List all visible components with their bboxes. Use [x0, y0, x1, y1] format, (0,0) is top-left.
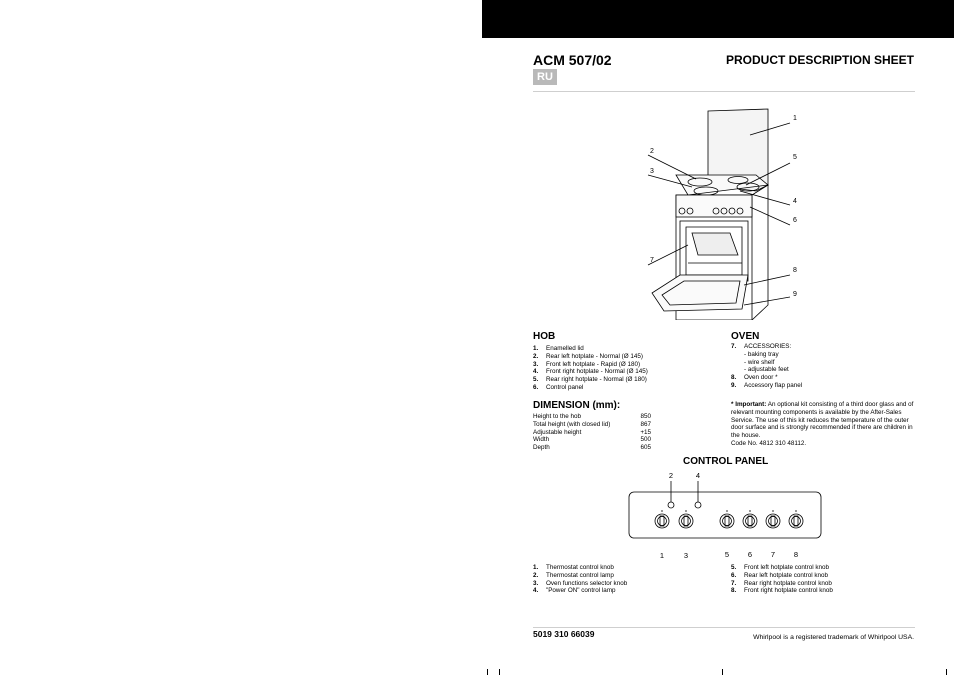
dimension-row: Total height (with closed lid) 867	[533, 420, 651, 428]
knob-label-3: 3	[683, 551, 689, 560]
control-panel-diagram	[620, 468, 830, 564]
hob-heading: HOB	[533, 331, 556, 342]
control-legend-right	[731, 564, 833, 595]
kit-code: Code No. 4812 310 48112.	[731, 439, 807, 447]
crop-mark	[487, 669, 488, 675]
list-item: 9. Accessory flap panel	[731, 381, 803, 389]
knob-label-7: 7	[770, 550, 776, 559]
oven-heading: OVEN	[731, 331, 760, 342]
control-legend-left	[533, 564, 627, 595]
list-item: 1. Enamelled lid	[533, 345, 584, 352]
callout-8: 8	[793, 267, 797, 274]
control-panel-heading: CONTROL PANEL	[683, 456, 769, 467]
callout-3: 3	[650, 168, 654, 175]
list-item: 8. Front right hotplate control knob	[731, 587, 833, 595]
trademark-note: Whirlpool is a registered trademark of Whirlpool USA.	[753, 634, 914, 641]
oven-list	[731, 343, 802, 390]
header-bar	[482, 0, 954, 38]
language-badge: RU	[533, 69, 557, 85]
list-item: 3. Oven functions selector knob	[533, 579, 628, 587]
cooker-diagram	[640, 105, 810, 320]
list-item: 6. Rear left hotplate control knob	[731, 571, 829, 579]
crop-mark	[946, 669, 947, 675]
important-text: An optional kit consisting of a third door glass and of relevant mounting components is available by the After-Sales Service. The use of this kit reduces the temperature of the outer door surface and is strongly recommended if there are children in the house.	[731, 401, 914, 440]
callout-5: 5	[793, 154, 797, 161]
dimension-table	[533, 413, 651, 452]
callout-6: 6	[793, 217, 797, 224]
list-item: 2. Rear left hotplate - Normal (Ø 145)	[533, 352, 643, 360]
list-item: 7. ACCESSORIES:	[731, 343, 792, 350]
document-code: 5019 310 66039	[533, 629, 595, 639]
list-item: 4. "Power ON" control lamp	[533, 587, 616, 595]
knob-label-6: 6	[747, 550, 753, 559]
list-item: 4. Front right hotplate - Normal (Ø 145)	[533, 368, 648, 376]
sheet-title: PRODUCT DESCRIPTION SHEET	[725, 53, 914, 67]
important-label: * Important:	[731, 401, 767, 408]
dimension-row: Adjustable height +15	[533, 428, 651, 436]
callout-4: 4	[793, 198, 797, 205]
callout-2: 2	[650, 148, 654, 155]
list-item: 6. Control panel	[533, 383, 584, 391]
knob-label-5: 5	[724, 550, 730, 559]
list-item: 7. Rear right hotplate control knob	[731, 579, 832, 587]
list-item: - wire shelf	[744, 358, 775, 366]
list-item: 2. Thermostat control lamp	[533, 571, 614, 579]
knob-label-8: 8	[793, 550, 799, 559]
dimension-row: Depth 605	[533, 444, 651, 452]
hob-list	[533, 345, 648, 392]
crop-mark	[499, 669, 500, 675]
list-item: 1. Thermostat control knob	[533, 564, 614, 571]
list-item: 8. Oven door *	[731, 374, 778, 382]
lamp-label-2: 2	[668, 471, 674, 480]
dimension-row: Width 500	[533, 436, 651, 444]
list-item: - baking tray	[744, 350, 779, 358]
footer-divider	[533, 627, 915, 628]
lamp-label-4: 4	[695, 471, 701, 480]
dimension-row: Height to the hob 850	[533, 413, 651, 420]
important-note	[731, 401, 915, 448]
list-item: 5. Front left hotplate control knob	[731, 564, 830, 571]
callout-7: 7	[650, 257, 654, 264]
model-number: ACM 507/02	[533, 52, 612, 68]
knob-label-1: 1	[659, 551, 665, 560]
header-divider	[533, 91, 915, 92]
list-item: - adjustable feet	[744, 366, 789, 374]
list-item: 5. Rear right hotplate - Normal (Ø 180)	[533, 376, 647, 384]
callout-9: 9	[793, 291, 797, 298]
dimension-heading: DIMENSION (mm):	[533, 400, 621, 411]
callout-1: 1	[793, 115, 797, 122]
list-item: 3. Front left hotplate - Rapid (Ø 180)	[533, 360, 641, 368]
crop-mark	[722, 669, 723, 675]
